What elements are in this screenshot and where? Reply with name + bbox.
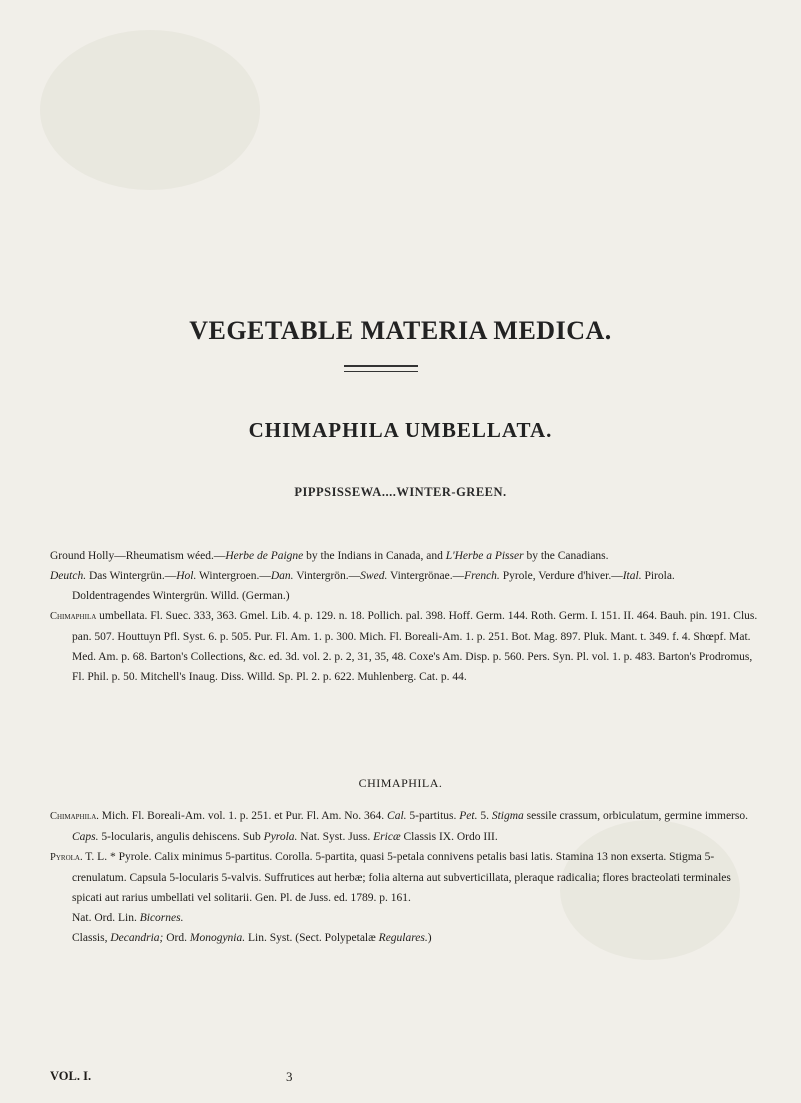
- paragraph-common-names: Ground Holly—Rheumatism wéed.—Herbe de Paigne by the Indians in Canada, and L'Herbe a Pisser by the Canadians.: [50, 550, 609, 562]
- genus-heading: CHIMAPHILA.: [358, 776, 443, 790]
- synonyms-block: [50, 546, 762, 687]
- volume-label: VOL. I.: [50, 1069, 92, 1083]
- signature-number: 3: [286, 1069, 293, 1084]
- paragraph-references: Chimaphila umbellata. Fl. Suec. 333, 363. Gmel. Lib. 4. p. 129. n. 18. Pollich. pal. 398. Hoff. Germ. 144. Roth. Germ. I. 151. II. 464. Bauh. pin. 191. Clus. pan. 507. Houttuyn Pfl. Syst. 6. p. 505. Pur. Fl. Am. 1. p. 300. Mich. Fl. Boreali-Am. 1. p. 251. Bot. Mag. 897. Pluk. Mant. t. 349. f. 4. Shœpf. Mat. Med. Am. p. 68. Barton's Collections, &c. ed. 3d. vol. 2. p. 2, 31, 35, 48. Coxe's Am. Disp. p. 560. Pers. Syn. Pl. vol. 1. p. 483. Barton's Prodromus, Fl. Phil. p. 50. Mitchell's Inaug. Diss. Willd. Sp. Pl. 2. p. 622. Muhlenberg. Cat. p. 44.: [50, 610, 758, 683]
- plant-title: CHIMAPHILA UMBELLATA.: [248, 418, 553, 442]
- paragraph-classis: Classis, Decandria; Ord. Monogynia. Lin. Syst. (Sect. Polypetalæ Regulares.): [72, 932, 432, 944]
- title-rule: [344, 365, 418, 372]
- paragraph-natural-order: Nat. Ord. Lin. Bicornes.: [72, 912, 184, 924]
- paragraph-german-name: Doldentragendes Wintergrün. Willd. (German.): [72, 590, 290, 602]
- paragraph-chimaphila-genus: Chimaphila. Mich. Fl. Boreali-Am. vol. 1. p. 251. et Pur. Fl. Am. No. 364. Cal. 5-partitus. Pet. 5. Stigma sessile crassum, orbiculatum, germine immerso. Caps. 5-locularis, angulis dehiscens. Sub Pyrola. Nat. Syst. Juss. Ericæ Classis IX. Ordo III.: [50, 810, 748, 843]
- genus-block: [50, 806, 762, 948]
- paragraph-foreign-names: Deutch. Das Wintergrün.—Hol. Wintergroen.—Dan. Vintergrön.—Swed. Vintergrönae.—French. Pyrole, Verdure d'hiver.—Ital. Pirola.: [50, 570, 675, 582]
- plant-subtitle: PIPPSISSEWA....WINTER-GREEN.: [294, 485, 507, 499]
- paragraph-pyrola-genus: Pyrola. T. L. * Pyrole. Calix minimus 5-partitus. Corolla. 5-partita, quasi 5-petala connivens petalis basi latis. Stamina 13 non exserta. Stigma 5-crenulatum. Capsula 5-locularis 5-valvis. Suffrutices aut herbæ; folia alterna aut subverticillata, pleraque radicalia; flores bracteolati terminales spicati aut rarius umbellati vel solitarii. Gen. Pl. de Juss. ed. 1789. p. 161.: [50, 851, 731, 904]
- book-title: VEGETABLE MATERIA MEDICA.: [189, 316, 612, 345]
- paper-stain: [40, 30, 260, 190]
